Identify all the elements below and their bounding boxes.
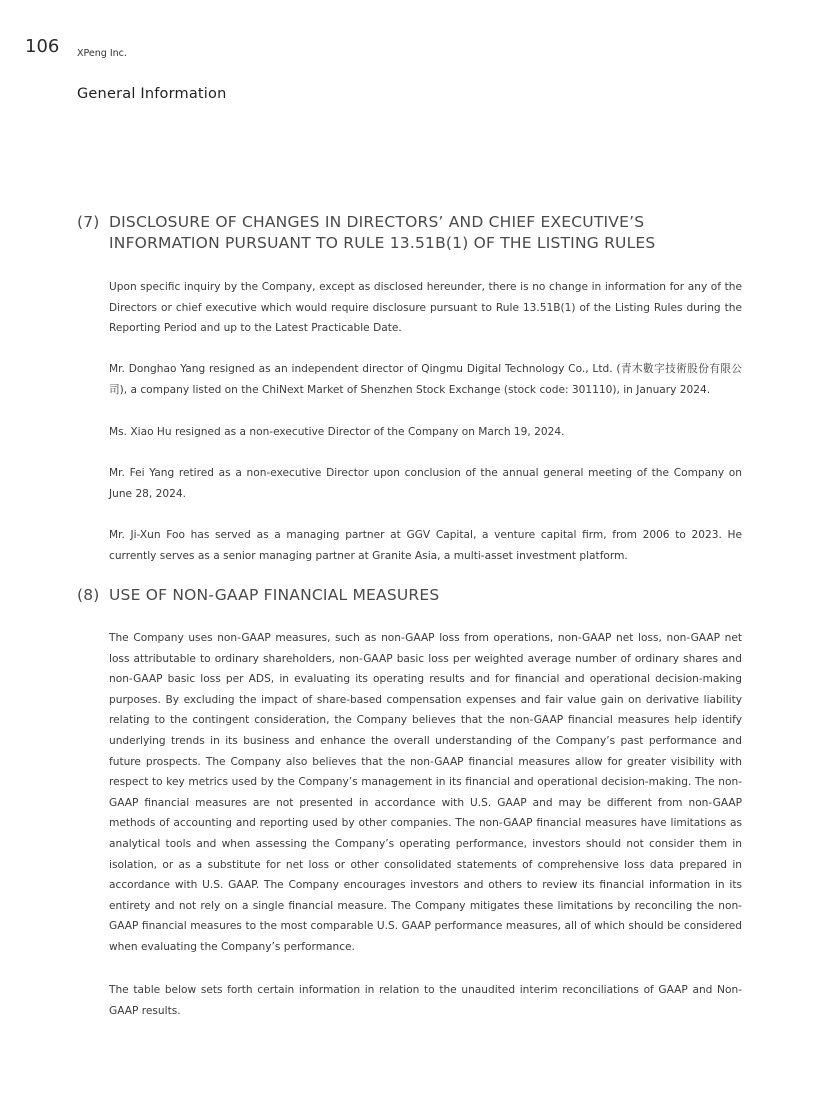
section-7-paragraph-3: Ms. Xiao Hu resigned as a non-executive Director of the Company on March 19, 2024.	[109, 426, 565, 438]
section-7-heading	[77, 212, 747, 254]
section-8-number: (8)	[77, 586, 100, 604]
section-8-paragraph-1: The Company uses non-GAAP measures, such as non-GAAP loss from operations, non-GAAP net loss, non-GAAP net loss attributable to ordinary shareholders, non-GAAP basic loss per weighted average number of ordinary shares and non-GAAP basic loss per ADS, in evaluating its operating results and for financial and operational decision-making purposes. By excluding the impact of share-based compensation expenses and fair value gain on derivative liability relating to the contingent consideration, the Company believes that the non-GAAP financial measures help identify underlying trends in its business and enhance the overall understanding of the Company’s past performance and future prospects. The Company also believes that the non-GAAP financial measures allow for greater visibility with respect to key metrics used by the Company’s management in its financial and operational decision-making. The non-GAAP financial measures are not presented in accordance with U.S. GAAP and may be different from non-GAAP methods of accounting and reporting used by other companies. The non-GAAP financial measures have limitations as analytical tools and when assessing the Company’s operating performance, investors should not consider them in isolation, or as a substitute for net loss or other consolidated statements of comprehensive loss data prepared in accordance with U.S. GAAP. The Company encourages investors and others to review its financial information in its entirety and not rely on a single financial measure. The Company mitigates these limitations by reconciling the non-GAAP financial measures to the most comparable U.S. GAAP performance measures, all of which should be considered when evaluating the Company’s performance.	[109, 632, 742, 953]
section-7-paragraph-1: Upon specific inquiry by the Company, except as disclosed hereunder, there is no change in information for any of the Directors or chief executive which would require disclosure pursuant to Rule 13.51B(1) of the Listing Rules during the Reporting Period and up to the Latest Practicable Date.	[109, 281, 742, 335]
section-7-title: DISCLOSURE OF CHANGES IN DIRECTORS’ AND CHIEF EXECUTIVE’S INFORMATION PURSUANT TO RULE 13.51B(1) OF THE LISTING RULES	[109, 213, 656, 252]
section-8-paragraph-2: The table below sets forth certain information in relation to the unaudited interim reconciliations of GAAP and Non-GAAP results.	[109, 984, 742, 1017]
section-7-number: (7)	[77, 213, 100, 231]
section-8-heading	[77, 585, 747, 606]
section-8-title: USE OF NON-GAAP FINANCIAL MEASURES	[109, 586, 440, 604]
section-7-paragraph-5: Mr. Ji-Xun Foo has served as a managing partner at GGV Capital, a venture capital firm, from 2006 to 2023. He currently serves as a senior managing partner at Granite Asia, a multi-asset investment platform.	[109, 529, 742, 562]
company-name: XPeng Inc.	[77, 48, 127, 59]
section-7-paragraph-4: Mr. Fei Yang retired as a non-executive Director upon conclusion of the annual general meeting of the Company on June 28, 2024.	[109, 467, 742, 500]
page-number: 106	[25, 36, 60, 57]
section-7-paragraph-2: Mr. Donghao Yang resigned as an independent director of Qingmu Digital Technology Co., Ltd. (青木數字技術股份有限公司), a company listed on the ChiNext Market of Shenzhen Stock Exchange (stock code: 301110), in January 2024.	[109, 363, 742, 396]
section-header: General Information	[77, 86, 227, 102]
